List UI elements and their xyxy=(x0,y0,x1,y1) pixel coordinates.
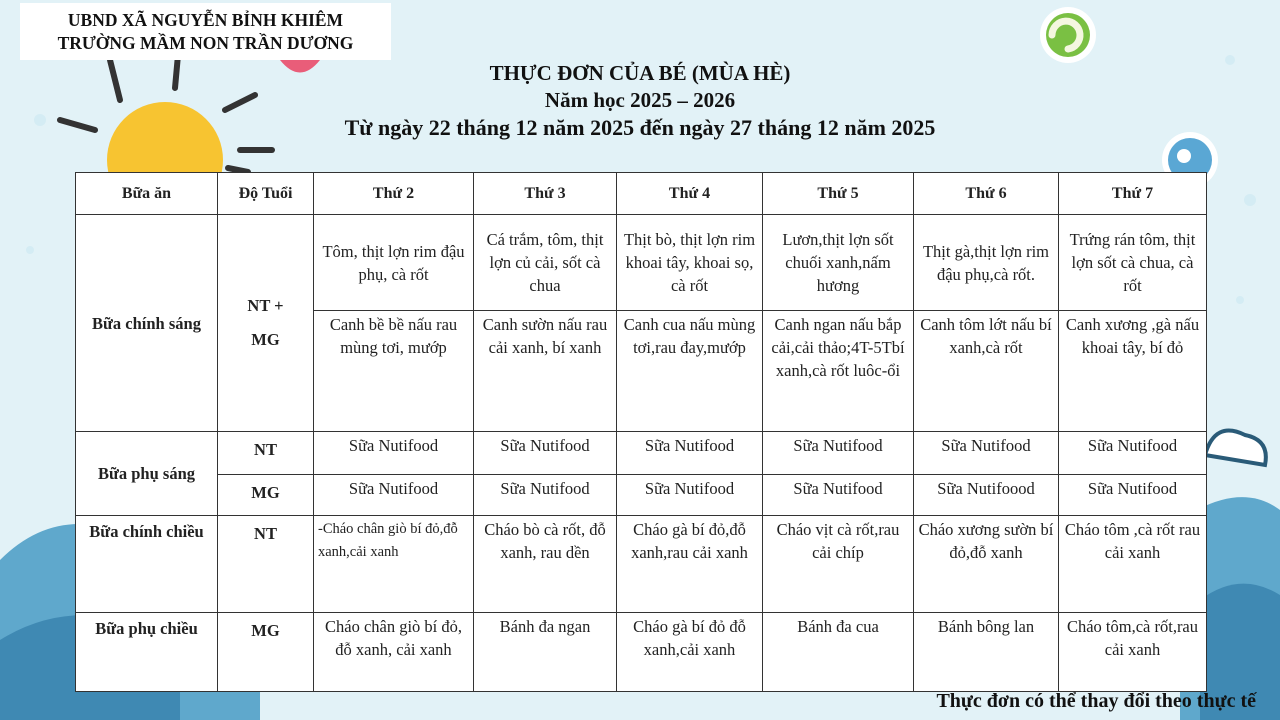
footer-note: Thực đơn có thể thay đổi theo thực tế xyxy=(936,690,1256,712)
menu-cell: Sữa Nutifood xyxy=(314,475,474,516)
age-text: NT + MG xyxy=(247,296,284,349)
menu-cell: Sữa Nutifood xyxy=(1059,432,1207,475)
table-row xyxy=(76,516,1207,613)
menu-cell: Cháo vịt cà rốt,rau cải chíp xyxy=(763,516,914,613)
menu-cell: Cháo bò cà rốt, đỗ xanh, rau dền xyxy=(474,516,617,613)
meal-label: Bữa chính chiều xyxy=(76,516,218,613)
menu-cell: Canh xương ,gà nấu khoai tây, bí đỏ xyxy=(1059,311,1207,432)
menu-cell: Tôm, thịt lợn rim đậu phụ, cà rốt xyxy=(314,215,474,311)
menu-cell: Cháo chân giò bí đỏ, đỗ xanh, cải xanh xyxy=(314,613,474,692)
menu-cell: Cháo gà bí đỏ,đỗ xanh,rau cải xanh xyxy=(617,516,763,613)
menu-cell: Sữa Nutifood xyxy=(314,432,474,475)
table-row xyxy=(76,215,1207,311)
menu-cell: Trứng rán tôm, thịt lợn sốt cà chua, cà rốt xyxy=(1059,215,1207,311)
menu-cell: Canh ngan nấu bắp cải,cải thảo;4T-5Tbí xanh,cà rốt luôc-ổi xyxy=(763,311,914,432)
menu-table xyxy=(75,172,1207,692)
school-district: UBND XÃ NGUYỄN BỈNH KHIÊM xyxy=(67,10,344,30)
date-range: Từ ngày 22 tháng 12 năm 2025 đến ngày 27 tháng 12 năm 2025 xyxy=(344,115,936,140)
meal-label: Bữa chính sáng xyxy=(76,215,218,432)
menu-cell: Sữa Nutifoood xyxy=(914,475,1059,516)
meal-label: Bữa phụ sáng xyxy=(76,432,218,516)
menu-cell: Sữa Nutifood xyxy=(474,475,617,516)
menu-cell: Sữa Nutifood xyxy=(914,432,1059,475)
menu-cell: Sữa Nutifood xyxy=(763,475,914,516)
menu-cell: Canh bề bề nấu rau mùng tơi, mướp xyxy=(314,311,474,432)
menu-cell: Lươn,thịt lợn sốt chuối xanh,nấm hương xyxy=(763,215,914,311)
menu-titles xyxy=(0,60,1280,141)
candy-icon xyxy=(1040,7,1096,63)
header-tue: Thứ 3 xyxy=(474,173,617,215)
menu-cell: Canh sườn nấu rau cải xanh, bí xanh xyxy=(474,311,617,432)
header-row xyxy=(76,173,1207,215)
menu-cell: Thịt bò, thịt lợn rim khoai tây, khoai sọ, cà rốt xyxy=(617,215,763,311)
menu-cell: Cháo tôm ,cà rốt rau cải xanh xyxy=(1059,516,1207,613)
age-label xyxy=(218,215,314,432)
menu-cell: -Cháo chân giò bí đỏ,đỗ xanh,cải xanh xyxy=(314,516,474,613)
menu-cell: Canh tôm lớt nấu bí xanh,cà rốt xyxy=(914,311,1059,432)
menu-cell: Thịt gà,thịt lợn rim đậu phụ,cà rốt. xyxy=(914,215,1059,311)
age-label: NT xyxy=(218,516,314,613)
school-header xyxy=(20,3,391,60)
age-label: NT xyxy=(218,432,314,475)
header-thu: Thứ 5 xyxy=(763,173,914,215)
header-meal: Bữa ăn xyxy=(76,173,218,215)
age-label: MG xyxy=(218,613,314,692)
menu-cell: Bánh đa ngan xyxy=(474,613,617,692)
header-fri: Thứ 6 xyxy=(914,173,1059,215)
school-name: TRƯỜNG MẦM NON TRẦN DƯƠNG xyxy=(57,33,354,53)
header-mon: Thứ 2 xyxy=(314,173,474,215)
table-row xyxy=(76,613,1207,692)
menu-cell: Sữa Nutifood xyxy=(474,432,617,475)
menu-cell: Canh cua nấu mùng tơi,rau đay,mướp xyxy=(617,311,763,432)
menu-cell: Sữa Nutifood xyxy=(617,475,763,516)
age-label: MG xyxy=(218,475,314,516)
page-title: THỰC ĐƠN CỦA BÉ (MÙA HÈ) xyxy=(489,61,791,85)
menu-cell: Bánh bông lan xyxy=(914,613,1059,692)
table-row xyxy=(76,475,1207,516)
menu-cell: Cháo tôm,cà rốt,rau cải xanh xyxy=(1059,613,1207,692)
menu-cell: Sữa Nutifood xyxy=(1059,475,1207,516)
menu-cell: Cá trắm, tôm, thịt lợn củ cải, sốt cà chua xyxy=(474,215,617,311)
menu-cell: Cháo gà bí đỏ đỗ xanh,cải xanh xyxy=(617,613,763,692)
school-year: Năm học 2025 – 2026 xyxy=(544,88,736,112)
header-age: Độ Tuổi xyxy=(218,173,314,215)
meal-label: Bữa phụ chiều xyxy=(76,613,218,692)
menu-cell: Sữa Nutifood xyxy=(617,432,763,475)
menu-cell: Bánh đa cua xyxy=(763,613,914,692)
table-row xyxy=(76,432,1207,475)
header-sat: Thứ 7 xyxy=(1059,173,1207,215)
header-wed: Thứ 4 xyxy=(617,173,763,215)
menu-cell: Sữa Nutifood xyxy=(763,432,914,475)
menu-cell: Cháo xương sườn bí đỏ,đỗ xanh xyxy=(914,516,1059,613)
